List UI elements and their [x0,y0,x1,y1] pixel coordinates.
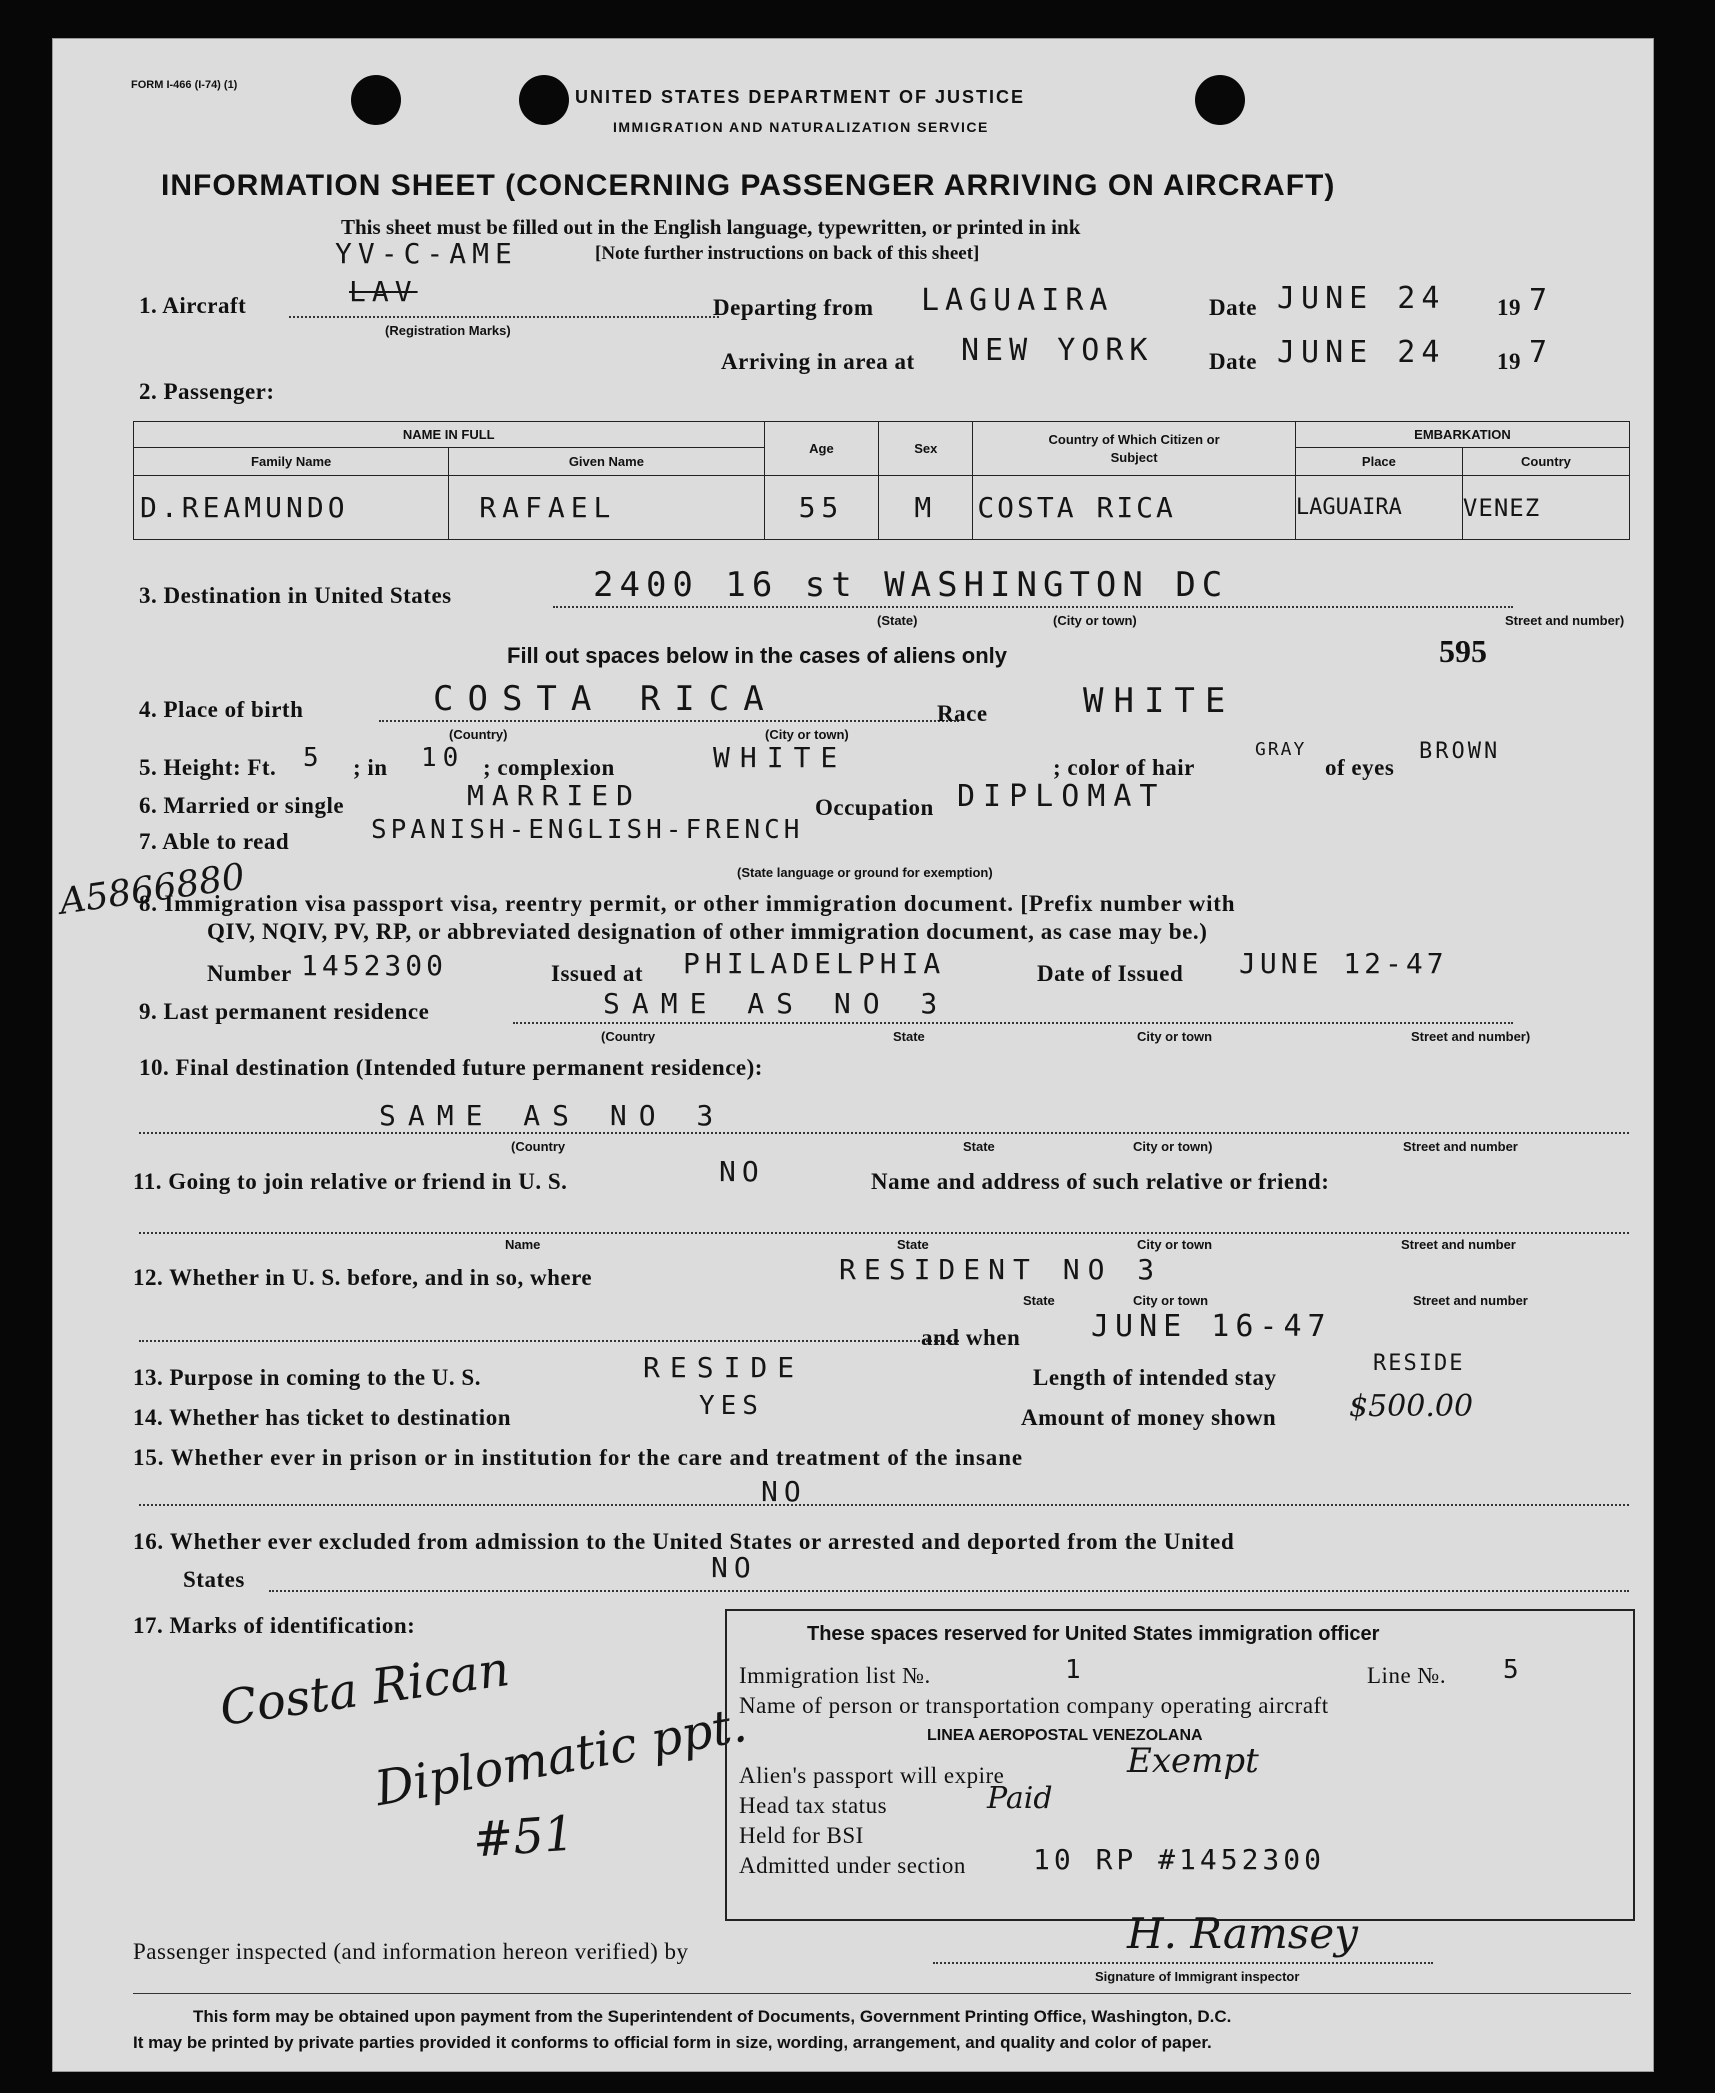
ticket-label: 14. Whether has ticket to destination [133,1405,511,1430]
birth-label: 4. Place of birth [139,697,304,722]
year-suffix-1: 7 [1529,283,1554,318]
section-value: 10 RP #1452300 [1033,1843,1326,1876]
prison-value: NO [761,1475,807,1508]
join-cap-street: Street and number [1401,1237,1516,1252]
inspection-caption: Signature of Immigrant inspector [1095,1969,1300,1984]
family-name-value: D.REAMUNDO [140,491,349,524]
before-cap-city: City or town [1133,1293,1209,1308]
departing-date: JUNE 24 [1277,281,1446,316]
registration-caption: (Registration Marks) [385,323,511,338]
punch-hole [1195,75,1245,125]
arriving-label: Arriving in area at [721,349,915,374]
read-value: SPANISH-ENGLISH-FRENCH [371,815,804,845]
read-label: 7. Able to read [139,829,290,854]
punch-hole [351,75,401,125]
join-cap-city: City or town [1137,1237,1213,1252]
birth-cap-city: (City or town) [765,727,849,742]
citizen-header: Country of Which Citizen or Subject [1048,431,1220,465]
read-caption: (State language or ground for exemption) [737,865,993,880]
punch-hole [519,75,569,125]
head-tax-value: Paid [987,1781,1053,1816]
immigration-list-value: 1 [1065,1655,1087,1685]
officer-box-heading: These spaces reserved for United States immigration officer [807,1623,1380,1645]
inspection-label: Passenger inspected (and information hereon verified) by [133,1939,689,1964]
page-title: INFORMATION SHEET (CONCERNING PASSENGER ARRIVING ON AIRCRAFT) [161,169,1336,202]
family-name-header: Family Name [251,453,332,469]
year-prefix-2: 19 [1497,349,1521,374]
join-cap-name: Name [505,1237,541,1252]
last-residence-cap-street: Street and number) [1411,1029,1531,1044]
purpose-label: 13. Purpose in coming to the U. S. [133,1365,481,1390]
excluded-line-1: 16. Whether ever excluded from admission to the United States or arrested and deported from the United [133,1529,1235,1554]
line-number-label: Line №. [1367,1663,1447,1688]
final-destination-cap-country: (Country [511,1139,566,1154]
citizen-value: COSTA RICA [977,491,1176,524]
age-value: 55 [798,491,845,524]
purpose-value: RESIDE [643,1351,805,1384]
eyes-label: of eyes [1325,755,1395,780]
issued-at-label: Issued at [551,961,644,986]
ticket-value: YES [699,1391,764,1421]
officer-box [725,1609,1635,1921]
visa-line-1: 8. Immigration visa passport visa, reentry permit, or other immigration document. [Prefix number with [139,891,1236,916]
bsi-label: Held for BSI [739,1823,864,1848]
company-stamp: LINEA AEROPOSTAL VENEZOLANA [927,1727,1203,1744]
passenger-label: 2. Passenger: [139,379,275,404]
footer-line-2: It may be printed by private parties provided it conforms to official form in size, wording, arrangement, and quality and color of paper. [133,2033,1212,2052]
race-label: Race [937,701,988,726]
given-name-header: Given Name [568,453,644,469]
before-value: RESIDENT NO 3 [839,1253,1163,1286]
name-in-full-header: NAME IN FULL [402,426,495,442]
marks-line-2: Diplomatic ppt. [370,1696,751,1818]
line-number-value: 5 [1503,1655,1525,1685]
issue-date-value: JUNE 12-47 [1239,947,1448,980]
aircraft-label: 1. Aircraft [139,293,247,318]
join-label: 11. Going to join relative or friend in U. S. [133,1169,568,1194]
company-label: Name of person or transportation company operating aircraft [739,1693,1329,1718]
money-label: Amount of money shown [1021,1405,1277,1430]
margin-number: A5866880 [57,856,248,923]
stay-value: RESIDE [1373,1351,1465,1376]
passenger-table [133,421,1630,540]
when-value: JUNE 16-47 [1091,1309,1332,1344]
prison-label: 15. Whether ever in prison or in institution for the care and treatment of the insane [133,1445,1024,1470]
sex-header: Sex [914,440,938,456]
year-suffix-2: 7 [1529,335,1554,370]
registration-crossed: LAV [349,275,418,308]
last-residence-value: SAME AS NO 3 [603,987,950,1020]
aliens-heading: Fill out spaces below in the cases of aliens only [507,643,1008,668]
destination-label: 3. Destination in United States [139,583,452,608]
year-prefix-1: 19 [1497,295,1521,320]
form-number: FORM I-466 (I-74) (1) [131,79,238,91]
destination-cap-state: (State) [877,613,918,628]
section-label: Admitted under section [739,1853,966,1878]
visa-line-2: QIV, NQIV, PV, RP, or abbreviated designation of other immigration document, as case may be.) [207,919,1208,944]
arriving-date: JUNE 24 [1277,335,1446,370]
eyes-value: BROWN [1419,739,1501,764]
inspector-signature: H. Ramsey [1127,1909,1358,1958]
date-label-1: Date [1209,295,1257,320]
birth-cap-country: (Country) [449,727,508,742]
passport-expire-label: Alien's passport will expire [739,1763,1005,1788]
occupation-label: Occupation [815,795,934,820]
age-header: Age [809,440,834,456]
last-residence-cap-state: State [893,1029,925,1044]
final-destination-cap-city: City or town) [1133,1139,1213,1154]
hair-label: ; color of hair [1053,755,1195,780]
footer-line-1: This form may be obtained upon payment from the Superintendent of Documents, Government Printing Office, Washington, D.C. [193,2007,1232,2026]
destination-value: 2400 16 st WASHINGTON DC [593,565,1229,605]
instruction-text: This sheet must be filled out in the English language, typewritten, or printed in ink [341,215,1081,239]
registration-handwritten: YV-C-AME [335,237,518,270]
final-destination-label: 10. Final destination (Intended future permanent residence): [139,1055,763,1080]
immigration-list-label: Immigration list №. [739,1663,931,1688]
occupation-value: DIPLOMAT [957,779,1166,814]
height-in: 10 [421,743,465,773]
excluded-value: NO [711,1551,757,1584]
date-label-2: Date [1209,349,1257,374]
place-header: Place [1361,453,1396,469]
last-residence-label: 9. Last permanent residence [139,999,430,1024]
stamp-number: 595 [1439,633,1487,669]
complexion-value: WHITE [713,741,848,774]
before-label: 12. Whether in U. S. before, and in so, where [133,1265,593,1290]
note-text: [Note further instructions on back of this sheet] [595,243,980,264]
embarkation-place-value: LAGUAIRA [1295,495,1402,520]
inches-label: ; in [353,755,388,780]
marks-label: 17. Marks of identification: [133,1613,416,1638]
married-value: MARRIED [467,779,642,812]
destination-cap-street: Street and number) [1505,613,1625,628]
married-label: 6. Married or single [139,793,345,818]
department-name: UNITED STATES DEPARTMENT OF JUSTICE [575,87,1026,107]
marks-line-3: #51 [471,1805,577,1869]
given-name-value: RAFAEL [479,491,617,524]
departing-label: Departing from [713,295,874,320]
before-cap-state: State [1023,1293,1055,1308]
service-name: IMMIGRATION AND NATURALIZATION SERVICE [613,119,989,135]
height-ft: 5 [303,743,325,773]
height-label: 5. Height: Ft. [139,755,277,780]
passport-expire-value: Exempt [1127,1741,1259,1781]
departing-value: LAGUAIRA [921,283,1114,318]
marks-line-1: Costa Rican [216,1641,513,1737]
sex-value: M [914,491,938,524]
before-cap-street: Street and number [1413,1293,1528,1308]
destination-cap-city: (City or town) [1053,613,1137,628]
birth-value: COSTA RICA [433,679,778,719]
embarkation-country-value: VENEZ [1462,493,1541,522]
head-tax-label: Head tax status [739,1793,888,1818]
join-value: NO [719,1155,765,1188]
excluded-line-2: States [183,1567,245,1592]
final-destination-value: SAME AS NO 3 [379,1099,726,1132]
visa-number-label: Number [207,961,292,986]
join-cap-state: State [897,1237,929,1252]
issue-date-label: Date of Issued [1037,961,1184,986]
last-residence-cap-city: City or town [1137,1029,1213,1044]
visa-number-value: 1452300 [301,949,448,982]
arriving-value: NEW YORK [961,333,1154,368]
information-sheet-form [52,38,1654,2072]
when-label: and when [921,1325,1021,1350]
join-name-label: Name and address of such relative or friend: [871,1169,1330,1194]
hair-value: GRAY [1255,739,1307,760]
race-value: WHITE [1083,681,1236,721]
money-value: $500.00 [1349,1389,1474,1424]
final-destination-cap-street: Street and number [1403,1139,1518,1154]
embarkation-country-header: Country [1521,453,1571,469]
embarkation-header: EMBARKATION [1414,426,1511,442]
stay-label: Length of intended stay [1033,1365,1277,1390]
issued-at-value: PHILADELPHIA [683,947,946,980]
final-destination-cap-state: State [963,1139,995,1154]
complexion-label: ; complexion [483,755,615,780]
last-residence-cap-country: (Country [601,1029,656,1044]
